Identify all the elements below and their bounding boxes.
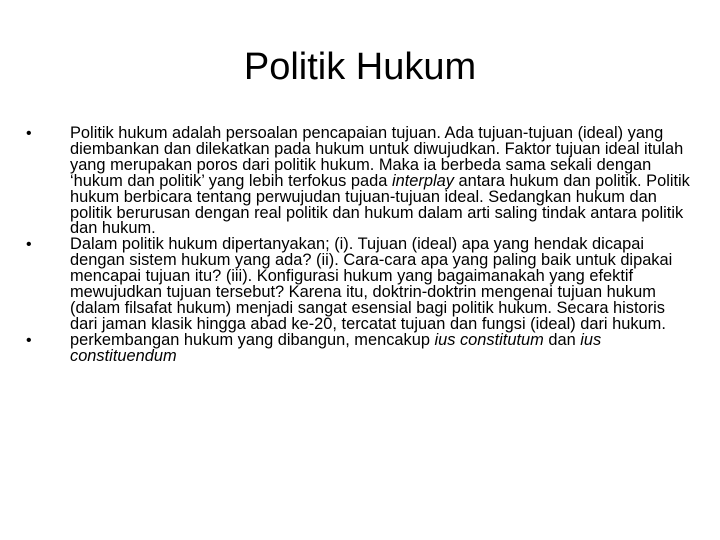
bullet-text-segment: antara hukum dan politik. Politik hukum berbicara tentang perwujudan tujuan-tujuan ideal. Sedangkan hukum dan politik berurusan dengan real politik dan hukum dalam arti saling tindak antara politik dan hukum. bbox=[70, 171, 690, 238]
slide-title: Politik Hukum bbox=[243, 46, 477, 88]
bullet-text bbox=[70, 124, 690, 237]
bullet-text-italic: ius constituendum bbox=[70, 330, 602, 365]
bullet-text-italic: ius constitutum bbox=[434, 330, 544, 349]
bullet-item-pertanyaan bbox=[26, 235, 690, 333]
bullet-text-italic: interplay bbox=[391, 171, 454, 190]
bullet-text-segment: perkembangan hukum yang dibangun, mencakup bbox=[70, 330, 435, 349]
bullet-list bbox=[26, 124, 690, 365]
bullet-text-segment: dan bbox=[543, 330, 581, 349]
bullet-text-segment: Politik hukum adalah persoalan pencapaian tujuan. Ada tujuan-tujuan (ideal) yang diembankan dan dilekatkan pada hukum untuk diwujudkan. Faktor tujuan ideal itulah yang merupakan poros dari politik hukum. Maka ia berbeda sama sekali dengan ‘hukum dan politik’ yang lebih terfokus pada bbox=[70, 124, 684, 190]
bullet-item-tujuan bbox=[26, 124, 690, 238]
bullet-marker: • bbox=[26, 125, 32, 142]
bullet-text bbox=[70, 235, 672, 333]
bullet-item-perkembangan bbox=[26, 330, 690, 365]
bullet-marker: • bbox=[26, 236, 32, 254]
bullet-marker: • bbox=[26, 331, 32, 349]
bullet-text bbox=[70, 331, 601, 365]
bullet-text-segment: Dalam politik hukum dipertanyakan; (i). Tujuan (ideal) apa yang hendak dicapai dengan sistem hukum yang ada? (ii). Cara-cara apa yang paling baik untuk dipakai mencapai tujuan itu? (iii). Konfigurasi hukum yang bagaimanakah yang efektif mewujudkan tujuan tersebut? Karena itu, doktrin-doktrin mengenai tujuan hukum (dalam filsafat hukum) menjadi sangat esensial bagi politik hukum. Secara historis dari jaman klasik hingga abad ke-20, tercatat tujuan dan fungsi (ideal) dari hukum. bbox=[70, 235, 673, 333]
